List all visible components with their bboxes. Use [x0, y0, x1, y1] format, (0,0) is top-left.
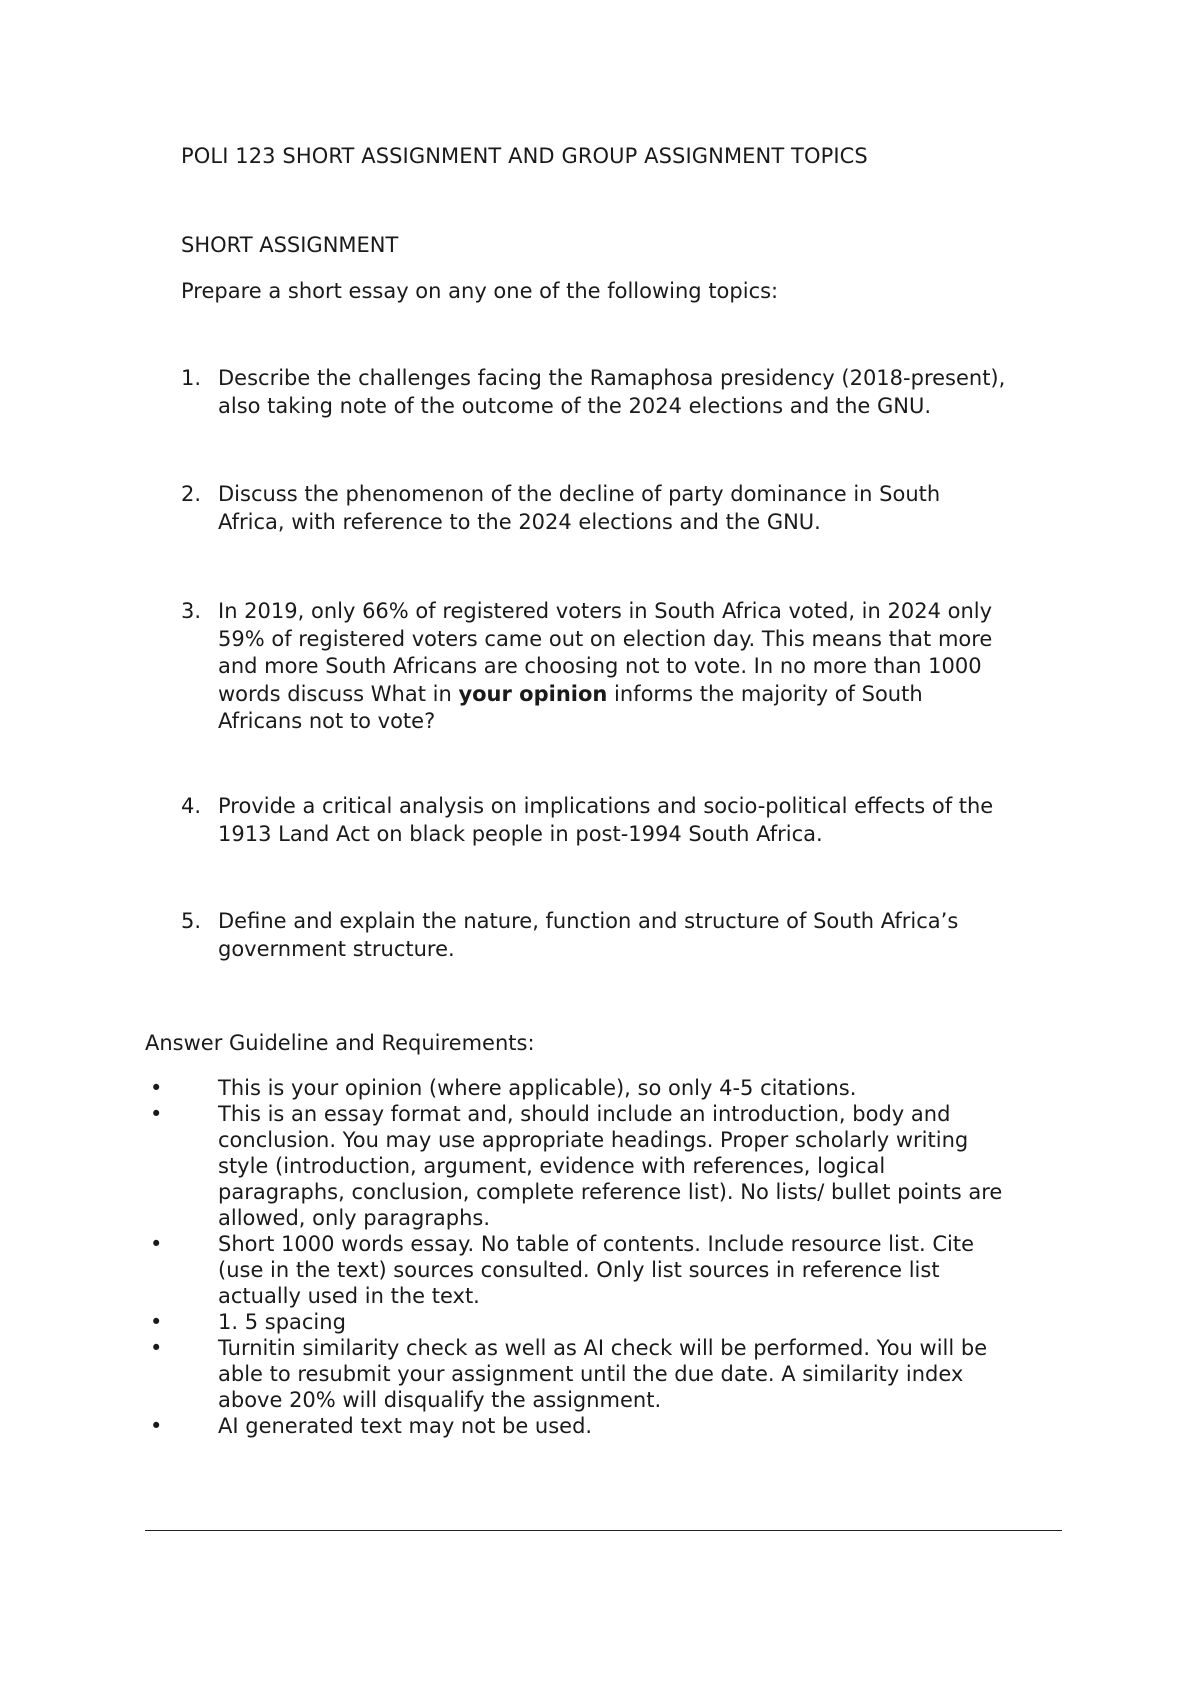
guideline-item: [145, 1335, 1065, 1413]
intro-text: Prepare a short essay on any one of the following topics:: [181, 279, 779, 303]
topic-line-part: informs the majority of South: [607, 681, 923, 706]
guideline-text: [218, 1231, 1065, 1309]
guideline-text: [218, 1309, 1065, 1335]
bullet-icon: •: [150, 1232, 163, 1256]
guideline-line: above 20% will disqualify the assignment.: [218, 1388, 662, 1412]
guideline-line: paragraphs, conclusion, complete reference list). No lists/ bullet points are: [218, 1180, 1003, 1204]
guideline-text: [218, 1413, 1065, 1439]
guideline-line: 1. 5 spacing: [218, 1310, 346, 1334]
guideline-line: (use in the text) sources consulted. Only list sources in reference list: [218, 1258, 940, 1282]
guideline-line: AI generated text may not be used.: [218, 1414, 593, 1438]
guideline-text: [218, 1075, 1065, 1101]
topic-line: also taking note of the outcome of the 2024 elections and the GNU.: [218, 393, 932, 418]
topic-text: [218, 793, 1081, 848]
guideline-text: [218, 1335, 1065, 1413]
guideline-line: This is your opinion (where applicable), so only 4-5 citations.: [218, 1076, 857, 1100]
topic-item: [181, 908, 1081, 963]
guideline-line: This is an essay format and, should include an introduction, body and: [218, 1102, 951, 1126]
emphasis-text: your opinion: [458, 681, 608, 706]
topic-line-part: words discuss What in: [218, 681, 459, 706]
bullet-icon: •: [150, 1336, 163, 1360]
bullet-icon: •: [150, 1076, 163, 1100]
topic-line: In 2019, only 66% of registered voters in South Africa voted, in 2024 only: [218, 599, 993, 623]
topic-text: [218, 365, 1081, 420]
guideline-item: [145, 1413, 1065, 1439]
topic-line: 59% of registered voters came out on election day. This means that more: [218, 626, 993, 651]
topic-text: [218, 598, 1081, 736]
document-title: POLI 123 SHORT ASSIGNMENT AND GROUP ASSIGNMENT TOPICS: [181, 144, 868, 168]
guideline-text: [218, 1101, 1065, 1231]
topic-line: 1913 Land Act on black people in post-1994 South Africa.: [218, 821, 823, 846]
topic-item: [181, 793, 1081, 848]
topic-number: 4.: [181, 794, 202, 818]
topic-line: and more South Africans are choosing not to vote. In no more than 1000: [218, 654, 982, 678]
topic-item: [181, 365, 1081, 420]
topic-item: [181, 598, 1081, 736]
topic-line: Discuss the phenomenon of the decline of party dominance in South: [218, 482, 941, 506]
topic-line: government structure.: [218, 936, 455, 961]
topic-item: [181, 481, 1081, 536]
section-heading: SHORT ASSIGNMENT: [181, 233, 399, 257]
topic-number: 3.: [181, 599, 202, 623]
bullet-icon: •: [150, 1102, 163, 1126]
bullet-icon: •: [150, 1414, 163, 1438]
guideline-item: [145, 1101, 1065, 1231]
topic-line: Describe the challenges facing the Ramaphosa presidency (2018-present),: [218, 366, 1006, 390]
guideline-item: [145, 1075, 1065, 1101]
bullet-icon: •: [150, 1310, 163, 1334]
topic-text: [218, 481, 1081, 536]
topic-line: Africans not to vote?: [218, 709, 436, 733]
topic-number: 5.: [181, 909, 202, 933]
topic-line: Provide a critical analysis on implications and socio-political effects of the: [218, 794, 994, 818]
guideline-item: [145, 1309, 1065, 1335]
topic-line: Define and explain the nature, function and structure of South Africa’s: [218, 909, 959, 933]
guideline-line: conclusion. You may use appropriate headings. Proper scholarly writing: [218, 1128, 969, 1152]
guideline-line: Turnitin similarity check as well as AI check will be performed. You will be: [218, 1336, 988, 1360]
topic-number: 2.: [181, 482, 202, 506]
guideline-line: Short 1000 words essay. No table of contents. Include resource list. Cite: [218, 1232, 975, 1256]
guideline-line: allowed, only paragraphs.: [218, 1206, 491, 1230]
topic-line: Africa, with reference to the 2024 elections and the GNU.: [218, 509, 821, 534]
horizontal-rule: [145, 1530, 1062, 1531]
guideline-heading: Answer Guideline and Requirements:: [145, 1031, 535, 1055]
guideline-line: actually used in the text.: [218, 1284, 480, 1308]
topic-line: [218, 682, 923, 706]
guideline-line: style (introduction, argument, evidence with references, logical: [218, 1154, 886, 1178]
guideline-line: able to resubmit your assignment until the due date. A similarity index: [218, 1362, 964, 1386]
topic-text: [218, 908, 1081, 963]
guideline-list: [145, 1075, 1065, 1439]
topic-number: 1.: [181, 366, 202, 390]
guideline-item: [145, 1231, 1065, 1309]
